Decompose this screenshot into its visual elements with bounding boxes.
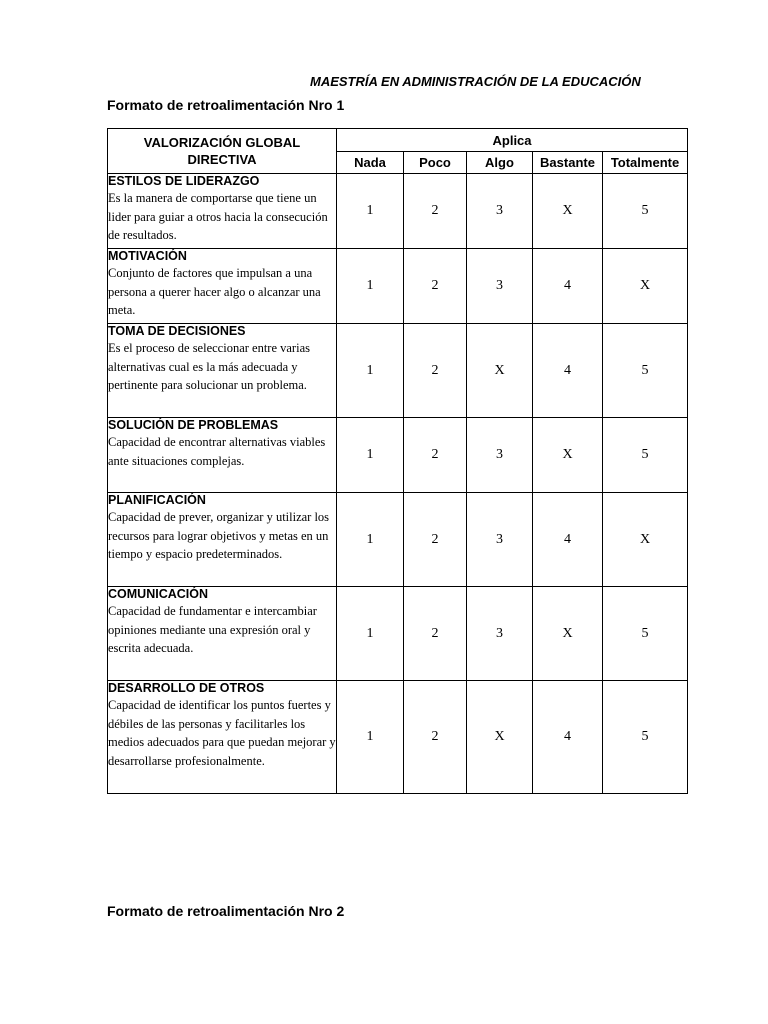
level-header-totalmente: Totalmente	[603, 152, 688, 174]
score-poco: 2	[404, 681, 467, 794]
score-poco: 2	[404, 324, 467, 418]
level-header-nada: Nada	[337, 152, 404, 174]
criterion-description: Capacidad de encontrar alternativas viables ante situaciones complejas.	[108, 435, 326, 468]
table-row	[108, 174, 688, 249]
table-row	[108, 681, 688, 794]
score-totalmente: 5	[603, 681, 688, 794]
form-title-1: Formato de retroalimentación Nro 1	[107, 97, 345, 113]
score-totalmente: X	[603, 493, 688, 587]
criterion-cell	[108, 587, 337, 681]
score-algo: X	[467, 681, 533, 794]
score-bastante: X	[533, 587, 603, 681]
level-header-algo: Algo	[467, 152, 533, 174]
criterion-cell	[108, 681, 337, 794]
criterion-cell	[108, 418, 337, 493]
level-header-bastante: Bastante	[533, 152, 603, 174]
score-algo: 3	[467, 249, 533, 324]
score-poco: 2	[404, 249, 467, 324]
criterion-header: VALORIZACIÓN GLOBAL DIRECTIVA	[108, 129, 337, 174]
table-row	[108, 493, 688, 587]
criterion-name: DESARROLLO DE OTROS	[108, 681, 265, 695]
criterion-cell	[108, 174, 337, 249]
score-totalmente: X	[603, 249, 688, 324]
score-nada: 1	[337, 493, 404, 587]
criterion-name: SOLUCIÓN DE PROBLEMAS	[108, 418, 279, 432]
criterion-description: Es el proceso de seleccionar entre varias alternativas cual es la más adecuada y pertinente para solucionar un problema.	[108, 341, 310, 393]
score-algo: 3	[467, 493, 533, 587]
score-poco: 2	[404, 587, 467, 681]
score-totalmente: 5	[603, 324, 688, 418]
score-algo: X	[467, 324, 533, 418]
score-poco: 2	[404, 418, 467, 493]
criterion-description: Capacidad de fundamentar e intercambiar opiniones mediante una expresión oral y escrita adecuada.	[108, 604, 317, 656]
score-algo: 3	[467, 587, 533, 681]
table-row	[108, 249, 688, 324]
level-header-poco: Poco	[404, 152, 467, 174]
score-totalmente: 5	[603, 418, 688, 493]
score-bastante: X	[533, 174, 603, 249]
criterion-description: Es la manera de comportarse que tiene un lider para guiar a otros hacia la consecución de resultados.	[108, 191, 328, 243]
applies-header: Aplica	[337, 129, 688, 152]
score-bastante: 4	[533, 493, 603, 587]
score-nada: 1	[337, 249, 404, 324]
criterion-cell	[108, 493, 337, 587]
table-row	[108, 324, 688, 418]
feedback-table	[107, 128, 688, 794]
score-bastante: 4	[533, 681, 603, 794]
criterion-description: Conjunto de factores que impulsan a una persona a querer hacer algo o alcanzar una meta.	[108, 266, 321, 318]
score-bastante: 4	[533, 324, 603, 418]
score-algo: 3	[467, 418, 533, 493]
score-totalmente: 5	[603, 174, 688, 249]
score-poco: 2	[404, 493, 467, 587]
criterion-description: Capacidad de identificar los puntos fuertes y débiles de las personas y facilitarles los medios adecuados para que puedan mejorar y desarrollarse profesionalmente.	[108, 698, 336, 769]
score-algo: 3	[467, 174, 533, 249]
criterion-cell	[108, 249, 337, 324]
score-poco: 2	[404, 174, 467, 249]
criterion-cell	[108, 324, 337, 418]
criterion-name: PLANIFICACIÓN	[108, 493, 206, 507]
table-row	[108, 587, 688, 681]
criterion-name: COMUNICACIÓN	[108, 587, 208, 601]
score-bastante: 4	[533, 249, 603, 324]
score-nada: 1	[337, 681, 404, 794]
form-title-2: Formato de retroalimentación Nro 2	[107, 903, 345, 919]
criterion-name: TOMA DE DECISIONES	[108, 324, 246, 338]
table-row	[108, 418, 688, 493]
program-heading: MAESTRÍA EN ADMINISTRACIÓN DE LA EDUCACIÓN	[310, 74, 641, 89]
score-nada: 1	[337, 324, 404, 418]
score-nada: 1	[337, 174, 404, 249]
criterion-name: MOTIVACIÓN	[108, 249, 187, 263]
score-totalmente: 5	[603, 587, 688, 681]
criterion-name: ESTILOS DE LIDERAZGO	[108, 174, 260, 188]
criterion-description: Capacidad de prever, organizar y utilizar los recursos para lograr objetivos y metas en un tiempo y espacio predeterminados.	[108, 510, 330, 562]
score-bastante: X	[533, 418, 603, 493]
score-nada: 1	[337, 587, 404, 681]
score-nada: 1	[337, 418, 404, 493]
